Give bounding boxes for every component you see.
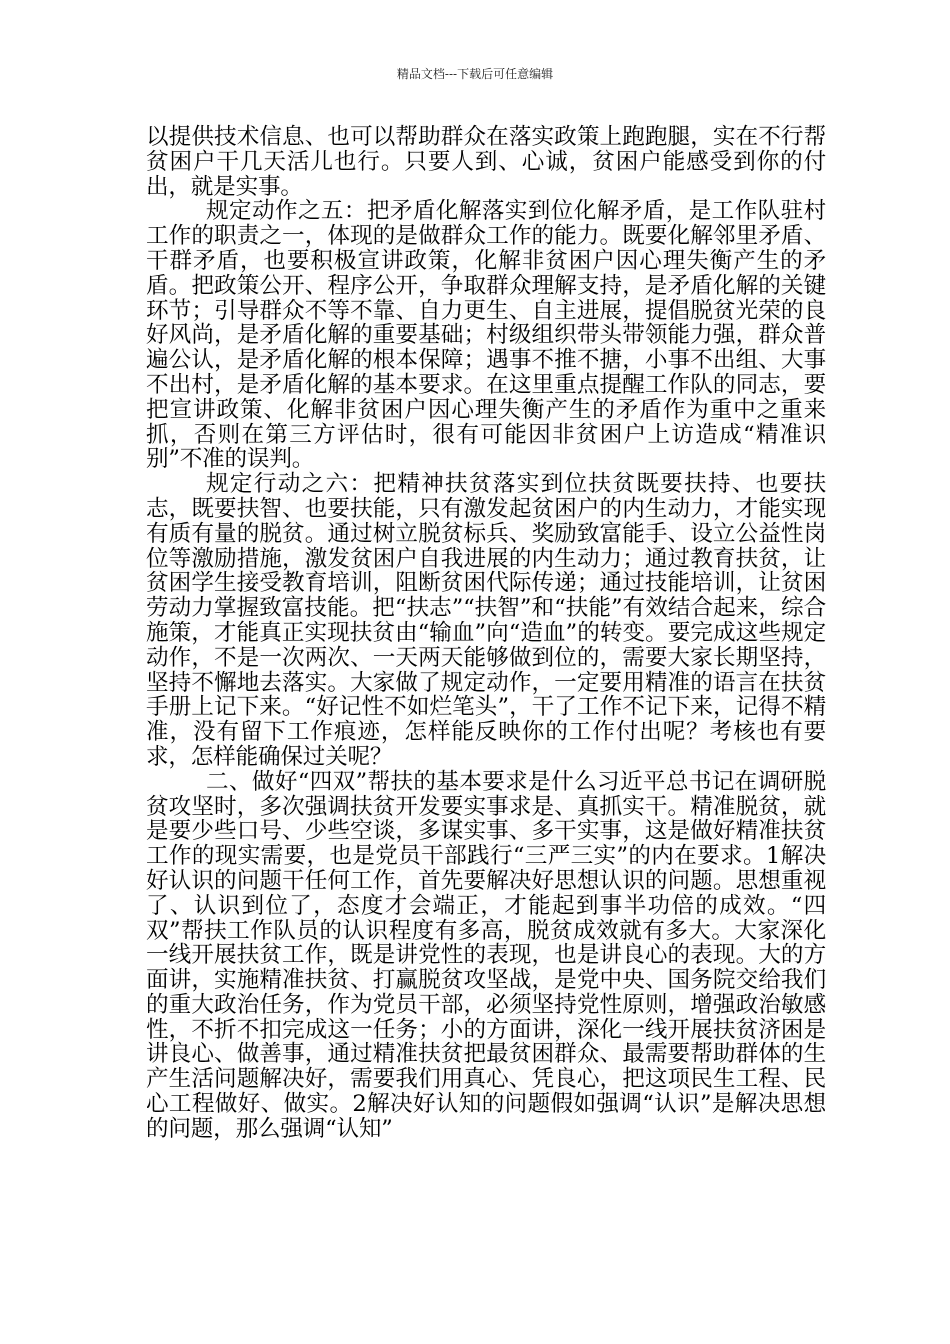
paragraph-continuation: 以提供技术信息、也可以帮助群众在落实政策上跑跑腿，实在不行帮贫困户干几天活儿也行。只要人到、心诚，贫困户能感受到你的付出，就是实事。 bbox=[146, 124, 826, 200]
paragraph-action-five: 规定动作之五：把矛盾化解落实到位化解矛盾，是工作队驻村工作的职责之一，体现的是做群众工作的能力。既要化解邻里矛盾、干群矛盾，也要积极宣讲政策，化解非贫困户因心理失衡产生的矛盾。把政策公开、程序公开，争取群众理解支持，是矛盾化解的关键环节；引导群众不等不靠、自力更生、自主进展，提倡脱贫光荣的良好风尚，是矛盾化解的重要基础；村级组织带头带领能力强，群众普遍公认，是矛盾化解的根本保障；遇事不推不搪，小事不出组、大事不出村，是矛盾化解的基本要求。在这里重点提醒工作队的同志，要把宣讲政策、化解非贫困户因心理失衡产生的矛盾作为重中之重来抓，否则在第三方评估时，很有可能因非贫困户上访造成“精准识别”不准的误判。 bbox=[146, 198, 826, 473]
paragraph-section-two: 二、做好“四双”帮扶的基本要求是什么习近平总书记在调研脱贫攻坚时，多次强调扶贫开发要实事求是、真抓实干。精准脱贫，就是要少些口号、少些空谈，多谋实事、多干实事，这是做好精准扶贫工作的现实需要，也是党员干部践行“三严三实”的内在要求。1解决好认识的问题干任何工作，首先要解决好思想认识的问题。思想重视了、认识到位了，态度才会端正，才能起到事半功倍的成效。“四双”帮扶工作队员的认识程度有多高，脱贫成效就有多大。大家深化一线开展扶贫工作，既是讲党性的表现，也是讲良心的表现。大的方面讲，实施精准扶贫、打赢脱贫攻坚战，是党中央、国务院交给我们的重大政治任务，作为党员干部，必须坚持党性原则，增强政治敏感性，不折不扣完成这一任务；小的方面讲，深化一线开展扶贫济困是讲良心、做善事，通过精准扶贫把最贫困群众、最需要帮助群体的生产生活问题解决好，需要我们用真心、凭良心，把这项民生工程、民心工程做好、做实。2解决好认知的问题假如强调“认识”是解决思想的问题，那么强调“认知” bbox=[146, 768, 826, 1142]
page-header: 精品文档---下载后可任意编辑 bbox=[396, 67, 554, 81]
document-body bbox=[146, 125, 826, 1142]
paragraph-action-six: 规定行动之六：把精神扶贫落实到位扶贫既要扶持、也要扶志，既要扶智、也要扶能，只有激发起贫困户的内生动力，才能实现有质有量的脱贫。通过树立脱贫标兵、奖励致富能手、设立公益性岗位等激励措施，激发贫困户自我进展的内生动力；通过教育扶贫，让贫困学生接受教育培训，阻断贫困代际传递；通过技能培训，让贫困劳动力掌握致富技能。把“扶志”“扶智”和“扶能”有效结合起来，综合施策，才能真正实现扶贫由“输血”向“造血”的转变。要完成这些规定动作，不是一次两次、一天两天能够做到位的，需要大家长期坚持，坚持不懈地去落实。大家做了规定动作，一定要用精准的语言在扶贫手册上记下来。“好记性不如烂笔头”，干了工作不记下来，记得不精准，没有留下工作痕迹，怎样能反映你的工作付出呢？考核也有要求，怎样能确保过关呢？ bbox=[146, 471, 826, 770]
